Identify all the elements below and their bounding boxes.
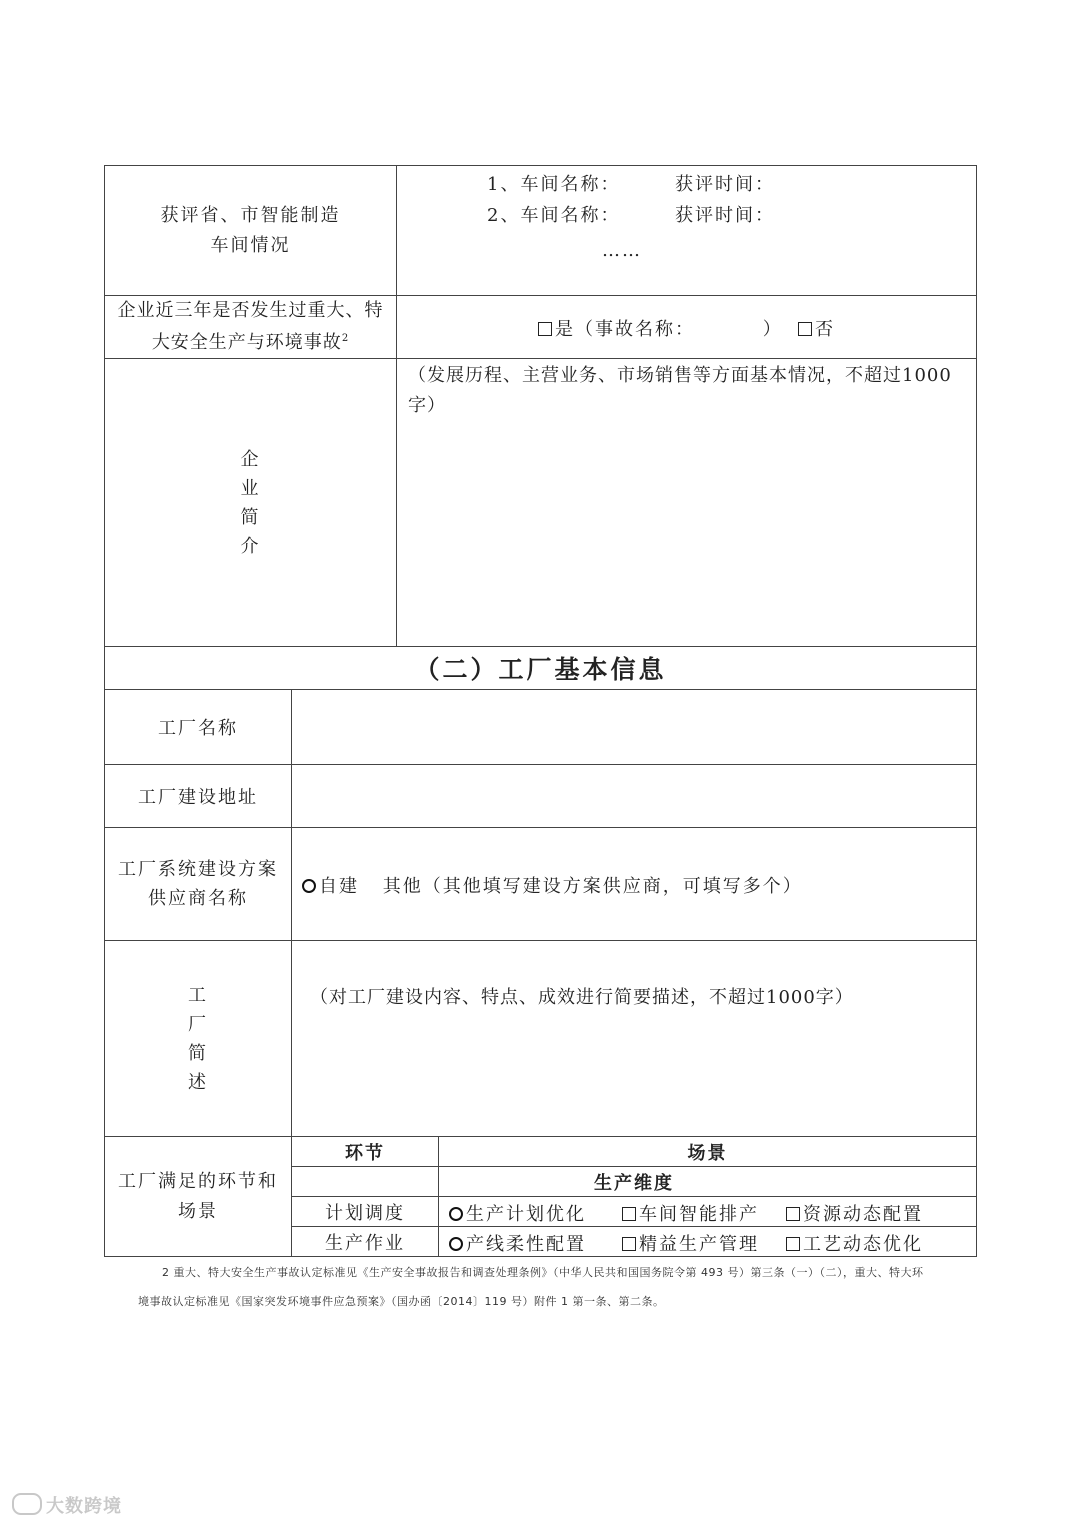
radio-selected-icon[interactable] (449, 1237, 463, 1251)
accident-label (105, 296, 396, 358)
scene-row-production[interactable] (449, 1230, 969, 1256)
checkbox-icon[interactable] (786, 1207, 800, 1221)
scene-label (105, 1137, 291, 1256)
footnote-line1: 2 重大、特大安全生产事故认定标准见《生产安全事故报告和调查处理条例》（中华人民共和国国务院令第 493 号）第三条（一）（二），重大、特大环 (162, 1266, 924, 1279)
workshop-entry-1[interactable] (487, 170, 887, 196)
watermark (12, 1492, 122, 1518)
intro-hint-line1: （发展历程、主营业务、市场销售等方面基本情况，不超过1000 (408, 365, 952, 386)
intro-label-char: 业 (240, 477, 261, 499)
footnote-line2: 境事故认定标准见《国家突发环境事件应急预案》（国办函〔2014〕119 号）附件 1 第一条、第二条。 (138, 1295, 665, 1308)
scene-option: 精益生产管理 (639, 1234, 759, 1255)
supplier-label (105, 828, 291, 940)
workshop-label-line2: 车间情况 (210, 234, 291, 256)
scene-label-line2: 场景 (178, 1200, 218, 1222)
intro-hint-line2: 字） (408, 395, 446, 416)
radio-selected-icon[interactable] (302, 879, 316, 893)
scene-option: 生产计划优化 (466, 1204, 586, 1225)
watermark-logo-icon (12, 1493, 42, 1515)
factory-address-input[interactable] (292, 765, 976, 827)
workshop-entry-2[interactable] (487, 201, 887, 227)
supplier-label-line1: 工厂系统建设方案 (118, 859, 278, 880)
checkbox-icon[interactable] (798, 322, 812, 336)
factory-desc-label-char: 述 (188, 1071, 208, 1093)
intro-label-char: 介 (240, 535, 261, 557)
checkbox-icon[interactable] (622, 1237, 636, 1251)
supplier-self-label: 自建 (319, 876, 359, 897)
checkbox-icon[interactable] (622, 1207, 636, 1221)
factory-name-label: 工厂名称 (158, 718, 238, 739)
checkbox-icon[interactable] (786, 1237, 800, 1251)
col-scene-header: 场景 (687, 1142, 728, 1164)
accident-close-paren: ） (762, 319, 783, 340)
scene-option: 车间智能排产 (639, 1204, 759, 1225)
factory-name-input[interactable] (292, 690, 976, 764)
dimension-header: 生产维度 (594, 1172, 674, 1194)
scene-option: 工艺动态优化 (803, 1234, 923, 1255)
workshop-name-label: 2、车间名称： (487, 205, 621, 226)
footnote-ref: 2 (341, 333, 350, 344)
supplier-other-label: 其他（其他填写建设方案供应商，可填写多个） (382, 876, 803, 897)
accident-label-line1: 企业近三年是否发生过重大、特 (117, 300, 384, 321)
factory-desc-label-char: 工 (188, 984, 208, 1006)
intro-label (105, 359, 396, 646)
workshop-label (105, 166, 396, 295)
accident-no-option[interactable] (798, 315, 835, 341)
intro-label-char: 企 (240, 448, 261, 470)
checkbox-icon[interactable] (538, 322, 552, 336)
ellipsis: …… (602, 240, 642, 261)
accident-label-line2: 大安全生产与环境事故 (151, 332, 342, 353)
intro-input-area[interactable] (408, 361, 973, 421)
scene-option: 产线柔性配置 (466, 1234, 586, 1255)
watermark-text: 大数跨境 (46, 1496, 122, 1517)
supplier-label-line2: 供应商名称 (148, 888, 248, 909)
award-time-label: 获评时间： (675, 205, 775, 226)
accident-yes-label: 是（事故名称： (555, 319, 695, 340)
scene-label-line1: 工厂满足的环节和 (118, 1170, 278, 1192)
link-production: 生产作业 (325, 1232, 405, 1254)
award-time-label: 获评时间： (675, 174, 775, 195)
scene-option: 资源动态配置 (803, 1204, 923, 1225)
factory-address-label: 工厂建设地址 (138, 787, 258, 808)
accident-yes-option[interactable] (538, 315, 783, 341)
col-link-header: 环节 (345, 1142, 385, 1164)
factory-desc-label-char: 简 (188, 1042, 208, 1064)
factory-desc-hint: （对工厂建设内容、特点、成效进行简要描述，不超过1000字） (310, 987, 854, 1008)
factory-desc-label (105, 941, 291, 1136)
factory-desc-label-char: 厂 (188, 1013, 208, 1035)
factory-desc-input[interactable] (310, 983, 970, 1009)
intro-label-char: 简 (240, 506, 261, 528)
supplier-options[interactable] (302, 872, 972, 898)
scene-row-plan[interactable] (449, 1200, 969, 1226)
section-title: （二）工厂基本信息 (414, 655, 667, 684)
accident-no-label: 否 (815, 319, 835, 340)
workshop-label-line1: 获评省、市智能制造 (160, 204, 341, 226)
radio-selected-icon[interactable] (449, 1207, 463, 1221)
link-plan: 计划调度 (325, 1202, 405, 1224)
workshop-name-label: 1、车间名称： (487, 174, 621, 195)
